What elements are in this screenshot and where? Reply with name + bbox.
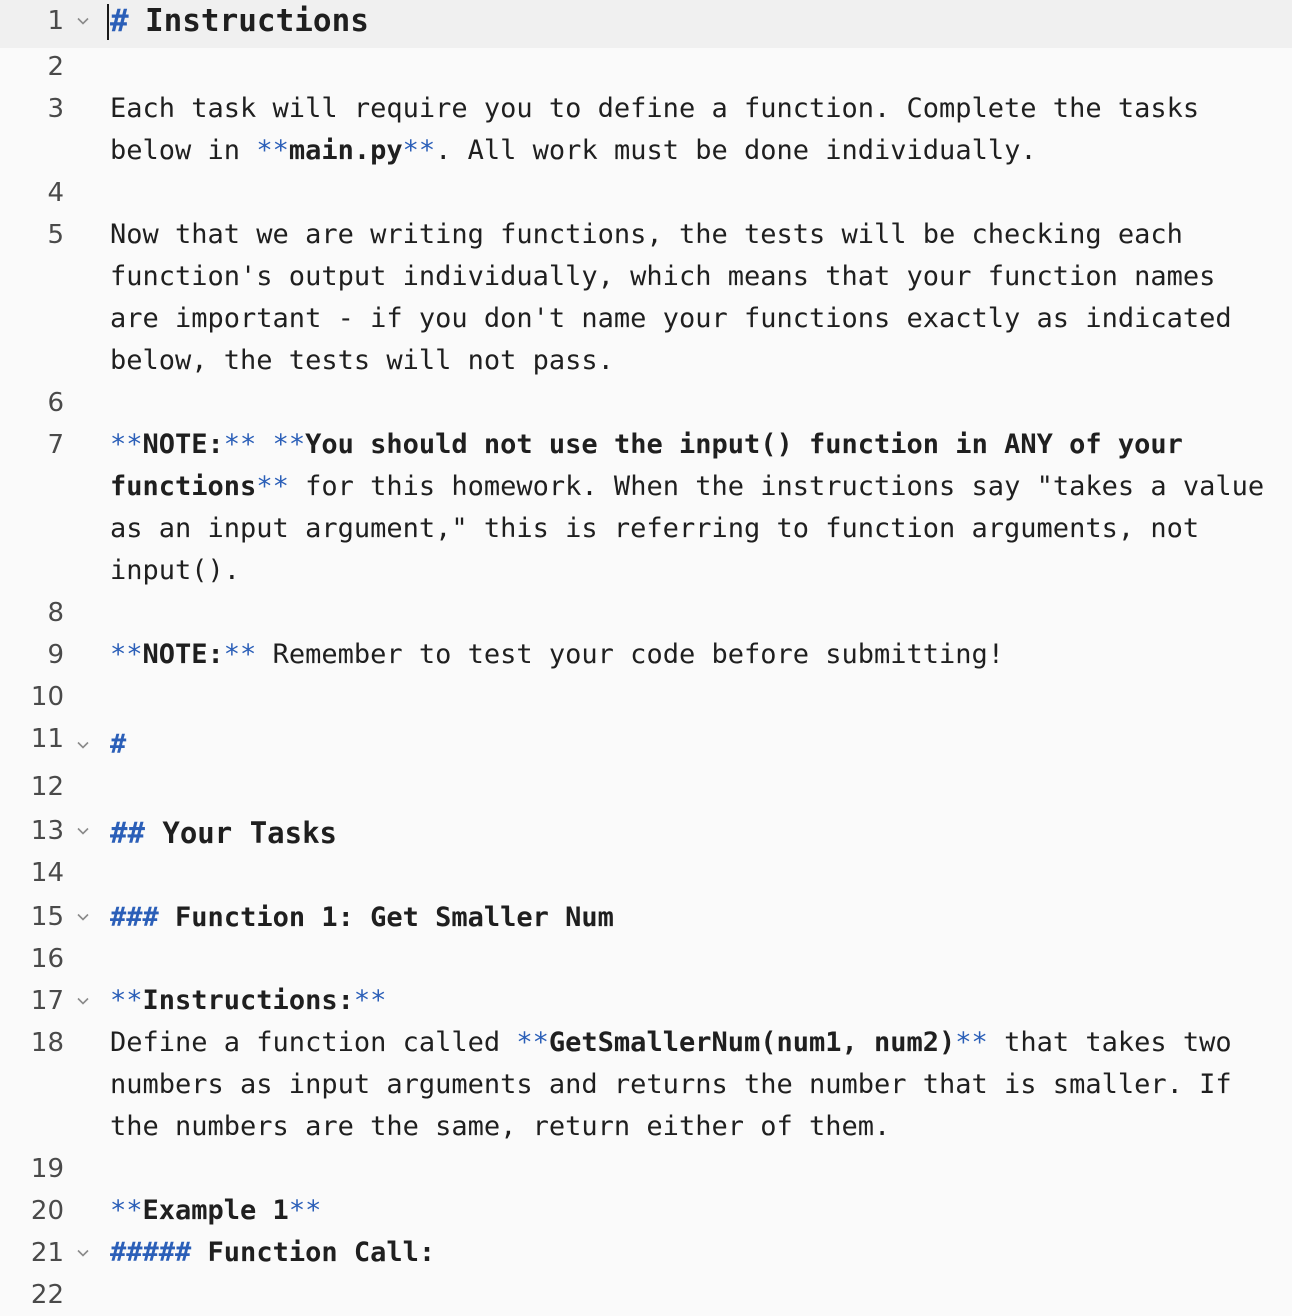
paragraph-text: Remember to test your code before submitting! [256,639,1005,670]
line-number: 6 [47,388,64,418]
paragraph-text: that takes two numbers as input arguments and returns the number that is smaller. If the numbers are the same, return either of them. [110,1027,1232,1142]
editor-line[interactable] [0,634,1292,676]
line-number: 7 [47,430,64,460]
bold-text: NOTE: [142,639,224,670]
paragraph-text: for this homework. When the instructions say "takes a value as an input argument," this is referring to function arguments, not input(). [110,471,1265,586]
chevron-down-icon[interactable] [76,724,90,766]
line-content[interactable] [110,1190,1280,1232]
line-number: 5 [47,220,64,250]
editor-line[interactable] [0,766,1292,808]
line-number: 8 [47,598,64,628]
bold-marker: ** [353,985,387,1016]
bold-marker: ** [288,1195,322,1226]
bold-marker: ** [256,471,289,502]
editor-line[interactable] [0,424,1292,592]
line-content[interactable] [110,897,1280,939]
bold-marker: ** [516,1027,549,1058]
editor-line[interactable] [0,214,1292,382]
line-content[interactable] [110,88,1280,172]
bold-text: You should not use the input() function in ANY of your functions [110,429,1183,502]
line-content[interactable] [110,214,1280,382]
line-number: 2 [47,52,64,82]
editor-line[interactable] [0,172,1292,214]
bold-text: NOTE: [142,429,224,460]
line-number: 18 [30,1028,64,1058]
heading-text: Instructions [144,3,369,39]
line-number: 12 [30,772,64,802]
bold-marker: ** [110,985,143,1016]
line-number: 11 [30,724,64,754]
chevron-down-icon[interactable] [76,0,90,42]
chevron-down-icon[interactable] [76,980,90,1022]
heading-marker: ### [110,902,159,933]
heading-text: Your Tasks [162,816,337,850]
line-content[interactable] [110,1022,1280,1148]
editor-line[interactable] [0,1274,1292,1310]
line-number: 20 [30,1196,64,1226]
line-number: 19 [30,1154,64,1184]
line-content[interactable] [110,0,1280,44]
paragraph-text: . All work must be done individually. [435,135,1037,166]
bold-marker: ** [110,639,143,670]
bold-marker: ** [256,135,289,166]
editor-line[interactable] [0,1232,1292,1274]
line-number: 16 [30,944,64,974]
editor-line[interactable] [0,1148,1292,1190]
editor-line[interactable] [0,896,1292,940]
bold-marker: ** [110,429,143,460]
line-number: 9 [47,640,64,670]
line-number: 14 [30,858,64,888]
chevron-down-icon[interactable] [76,810,90,852]
heading-text: Function Call: [207,1237,436,1268]
editor-line[interactable] [0,46,1292,88]
editor-line[interactable] [0,88,1292,172]
line-content[interactable] [110,724,1280,766]
line-content[interactable] [110,812,1280,854]
line-content[interactable] [110,634,1280,676]
heading-text: Function 1: Get Smaller Num [175,902,614,933]
paragraph-text: Each task will require you to define a function. Complete the tasks below in [110,93,1200,166]
bold-marker: ** [223,639,257,670]
editor-line[interactable] [0,1022,1292,1148]
bold-marker: ** [272,429,306,460]
line-number: 1 [47,6,64,36]
line-number: 13 [30,816,64,846]
bold-marker: ** [955,1027,988,1058]
heading-marker: # [110,3,129,39]
editor-line[interactable] [0,718,1292,766]
paragraph-text: Define a function called [110,1027,517,1058]
text-cursor [107,4,109,40]
line-number: 4 [47,178,64,208]
heading-marker: ##### [110,1237,192,1268]
editor-line[interactable] [0,938,1292,980]
editor-line[interactable] [0,1190,1292,1232]
line-number: 21 [30,1238,64,1268]
editor-line[interactable] [0,980,1292,1022]
heading-marker: # [110,729,127,760]
line-number: 22 [30,1280,64,1310]
bold-text: main.py [288,135,403,166]
bold-marker: ** [402,135,436,166]
line-number: 17 [30,986,64,1016]
editor-line[interactable] [0,592,1292,634]
line-content[interactable] [110,1232,1280,1274]
bold-marker: ** [110,1195,143,1226]
editor-line[interactable] [0,852,1292,894]
line-content[interactable] [110,424,1280,592]
chevron-down-icon[interactable] [76,896,90,938]
line-content[interactable] [110,980,1280,1022]
paragraph-text: Now that we are writing functions, the tests will be checking each function's output individually, which means that your function names are important - if you don't name your functions exactly as indicated below, the tests will not pass. [110,219,1232,376]
chevron-down-icon[interactable] [76,1232,90,1274]
bold-text: Example 1 [142,1195,289,1226]
heading-marker: ## [110,816,145,850]
bold-text: GetSmallerNum(num1, num2) [548,1027,956,1058]
editor-line[interactable] [0,382,1292,424]
bold-text: Instructions: [142,985,354,1016]
line-number: 15 [30,902,64,932]
line-number: 3 [47,94,64,124]
bold-marker: ** [223,429,257,460]
line-number: 10 [30,682,64,712]
editor-line[interactable] [0,0,1292,48]
editor-line[interactable] [0,810,1292,856]
editor-line[interactable] [0,676,1292,718]
